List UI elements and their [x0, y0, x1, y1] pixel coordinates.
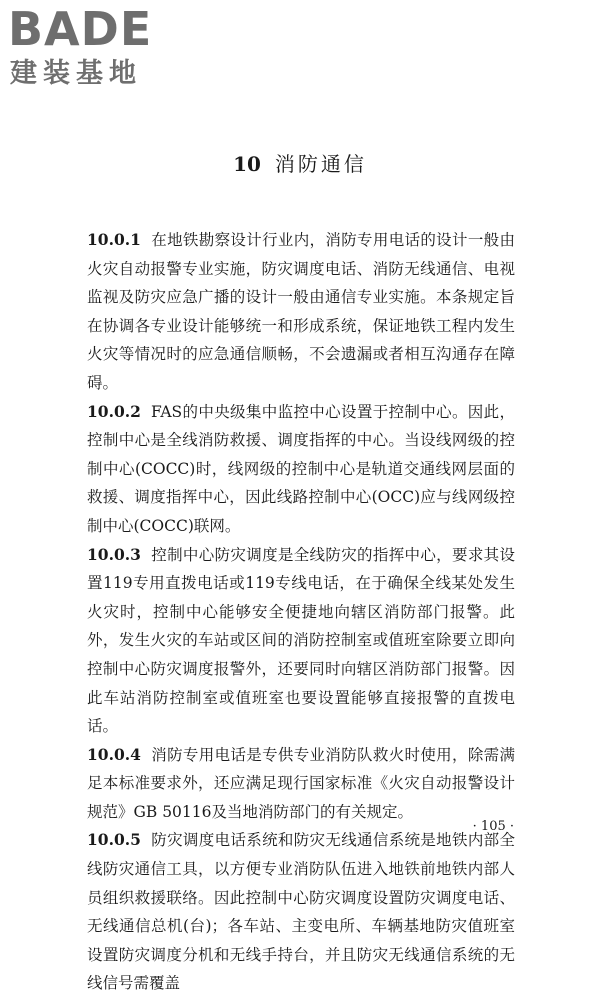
page-body: [87, 226, 515, 998]
clause-paragraph: [87, 226, 515, 398]
clause-paragraph: [87, 826, 515, 998]
clause-number: 10.0.1: [87, 230, 141, 249]
logo-sub-text: 建装基地: [10, 58, 142, 89]
clause-text: 防灾调度电话系统和防灾无线通信系统是地铁内部全线防灾通信工具，以方便专业消防队伍进入地铁前地铁内部人员组织救援联络。因此控制中心防灾调度设置防灾调度电话、无线通信总机(台)；各车站、主变电所、车辆基地防灾值班室设置防灾调度分机和无线手持台，并且防灾无线通信系统的无线信号需覆盖: [87, 831, 515, 993]
bade-logo: [8, 2, 178, 92]
page-number: · 105 ·: [472, 819, 514, 834]
clause-number: 10.0.2: [87, 401, 141, 421]
clause-text: 控制中心防灾调度是全线防灾的指挥中心，要求其设置119专用直拨电话或119专线电话，在于确保全线某处发生火灾时，控制中心能够安全便捷地向辖区消防部门报警。此外，发生火灾的车站或区间的消防控制室或值班室除要立即向控制中心防灾调度报警外，还要同时向辖区消防部门报警。因此车站消防控制室或值班室也要设置能够直接报警的直拨电话。: [87, 545, 515, 736]
clause-paragraph: [87, 398, 515, 541]
clause-text: FAS的中央级集中监控中心设置于控制中心。因此，控制中心是全线消防救援、调度指挥的中心。当设线网级的控制中心(COCC)时，线网级的控制中心是轨道交通线网层面的救援、调度指挥中心，因此线路控制中心(OCC)应与线网级控制中心(COCC)联网。: [87, 402, 515, 535]
clause-number: 10.0.5: [87, 830, 141, 850]
clause-text: 在地铁勘察设计行业内，消防专用电话的设计一般由火灾自动报警专业实施，防灾调度电话、消防无线通信、电视监视及防灾应急广播的设计一般由通信专业实施。本条规定旨在协调各专业设计能够统一和形成系统，保证地铁工程内发生火灾等情况时的应急通信顺畅，不会遗漏或者相互沟通存在障碍。: [87, 231, 515, 392]
clause-number: 10.0.3: [87, 544, 141, 564]
chapter-title-text: 消防通信: [274, 152, 367, 176]
clause-paragraph: [87, 541, 515, 741]
clause-paragraph: [87, 741, 515, 827]
clause-text: 消防专用电话是专供专业消防队救火时使用，除需满足本标准要求外，还应满足现行国家标准《火灾自动报警设计规范》GB 50116及当地消防部门的有关规定。: [87, 745, 515, 821]
logo-main-text: BADE: [8, 2, 153, 56]
clause-number: 10.0.4: [87, 744, 141, 764]
chapter-title: [0, 150, 600, 178]
chapter-number: 10: [233, 152, 261, 176]
